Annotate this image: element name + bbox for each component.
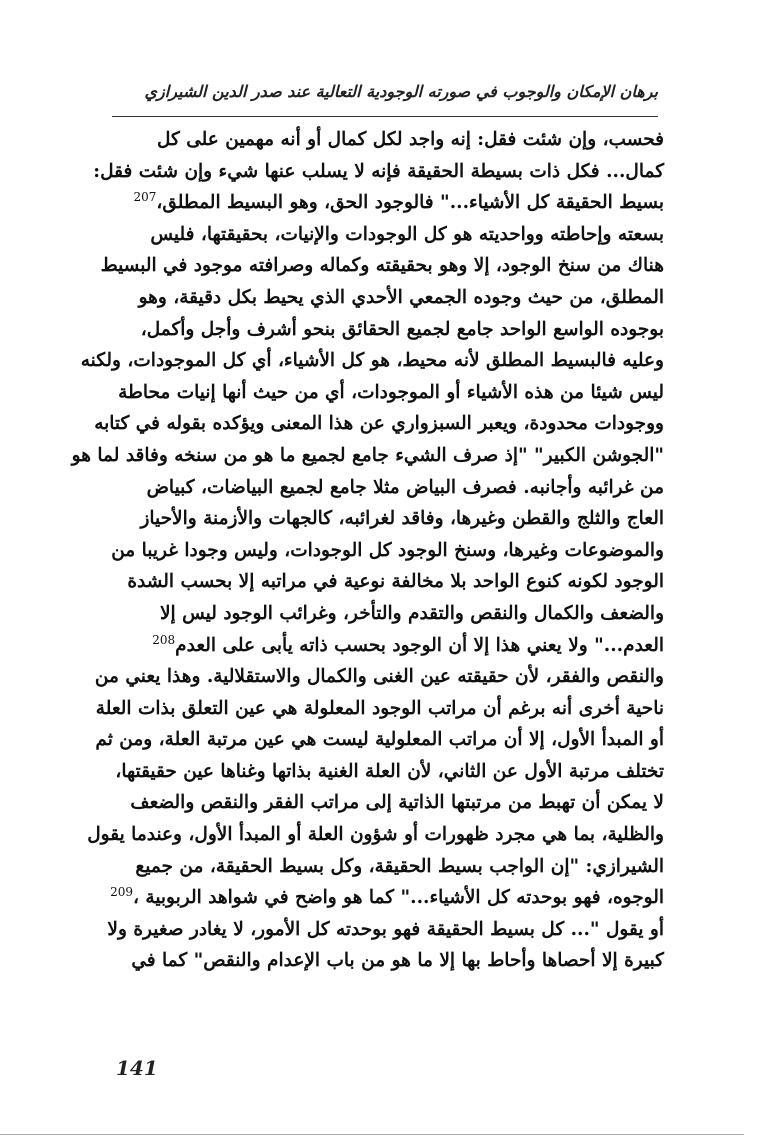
footnote-ref-209[interactable]: 209: [110, 885, 133, 900]
text-line: والضعف والكمال والنقص والتقدم والتأخر، وغرائب الوجود ليس إلا: [159, 602, 664, 624]
bottom-edge-line: [0, 1134, 744, 1135]
text-line: أو يقول "... كل بسيط الحقيقة فهو بوحدته كل الأمور، لا يغادر صغيرة ولا: [107, 918, 664, 940]
text-line: والنقص والفقر، لأن حقيقته عين الغنى والكمال والاستقلالية. وهذا يعني من: [94, 666, 664, 688]
header-divider: [112, 116, 658, 117]
text-line: ووجودات محدودة، ويعبر السبزواري عن هذا المعنى ويؤكده بقوله في كتابه: [94, 413, 664, 435]
body-text: [71, 124, 664, 977]
text-line: والموضوعات وغيرها، وسنخ الوجود كل الوجودات، وليس وجودا غريبا من: [111, 539, 664, 561]
page-number: 141: [116, 1056, 158, 1080]
text-line: هناك من سنخ الوجود، إلا وهو بحقيقته وكماله وصرافته موجود في البسيط: [100, 255, 664, 277]
text-line: كبيرة إلا أحصاها وأحاط بها إلا ما هو من باب الإعدام والنقص" كما في: [131, 950, 664, 972]
text-line: والظلية، بما هي مجرد ظهورات أو شؤون العلة أو المبدأ الأول، وعندما يقول: [87, 824, 664, 846]
text-line: كمال... فكل ذات بسيطة الحقيقة فإنه لا يسلب عنها شيء وإن شئت فقل:: [93, 160, 664, 182]
text-line: من غرائبه وأجانبه. فصرف البياض مثلا جامع لجميع البياضات، كبياض: [146, 476, 664, 498]
text-line: أو المبدأ الأول، إلا أن مراتب المعلولية ليست هي عين مرتبة العلة، ومن ثم: [95, 729, 664, 751]
text-line: لا يمكن أن تهبط من مرتبتها الذاتية إلى مراتب الفقر والنقص والضعف: [130, 792, 664, 814]
text-line: تختلف مرتبة الأول عن الثاني، لأن العلة الغنية بذاتها وغناها عين حقيقتها،: [115, 760, 664, 782]
text-line: ليس شيئا من هذه الأشياء أو الموجودات، أي من حيث أنها إنيات محاطة: [118, 381, 664, 403]
text-line: [110, 882, 664, 914]
text-line-content: الوجوه، فهو بوحدته كل الأشياء..." كما هو واضح في شواهد الربوبية ،: [133, 887, 664, 909]
text-line: الوجود لكونه كنوع الواحد بلا مخالفة نوعية في مراتبه إلا بحسب الشدة: [127, 571, 664, 593]
text-line: العاج والثلج والقطن وغيرها، وفاقد لغرائبه، كالجهات والأزمنة والأحياز: [140, 508, 664, 530]
footnote-ref-207[interactable]: 207: [133, 190, 157, 205]
text-line-content: العدم..." ولا يعني هذا إلا أن الوجود بحسب ذاته يأبى على العدم: [175, 634, 664, 656]
text-line: وعليه فالبسيط المطلق لأنه محيط، هو كل الأشياء، أي كل الموجودات، ولكنه: [80, 350, 664, 372]
text-line: الشيرازي: "إن الواجب بسيط الحقيقة، وكل بسيط الحقيقة، من جميع: [135, 855, 664, 877]
text-line: ناحية أخرى أنه برغم أن مراتب الوجود المعلولة هي عين التعلق بذات العلة: [95, 697, 664, 719]
text-line: [114, 630, 664, 662]
footnote-ref-208[interactable]: 208: [152, 632, 176, 647]
text-line: "الجوشن الكبير" "إذ صرف الشيء جامع لجميع ما هو من سنخه وفاقد لما هو: [71, 444, 664, 466]
text-line: المطلق، من حيث وجوده الجمعي الأحدي الذي يحيط بكل دقيقة، وهو: [138, 286, 664, 308]
running-header: برهان الإمكان والوجوب في صورته الوجودية التعالية عند صدر الدين الشيرازي: [144, 82, 658, 101]
text-line: فحسب، وإن شئت فقل: إنه واجد لكل كمال أو أنه مهمين على كل: [156, 129, 664, 150]
text-line: [114, 187, 664, 219]
text-line: بوجوده الواسع الواحد جامع لجميع الحقائق بنحو أشرف وأجل وأكمل،: [140, 318, 664, 340]
text-line-content: بسيط الحقيقة كل الأشياء..." فالوجود الحق، وهو البسيط المطلق،: [156, 192, 664, 214]
text-line: بسعته وإحاطته وواحديته هو كل الوجودات والإنيات، بحقيقتها، فليس: [150, 223, 664, 245]
